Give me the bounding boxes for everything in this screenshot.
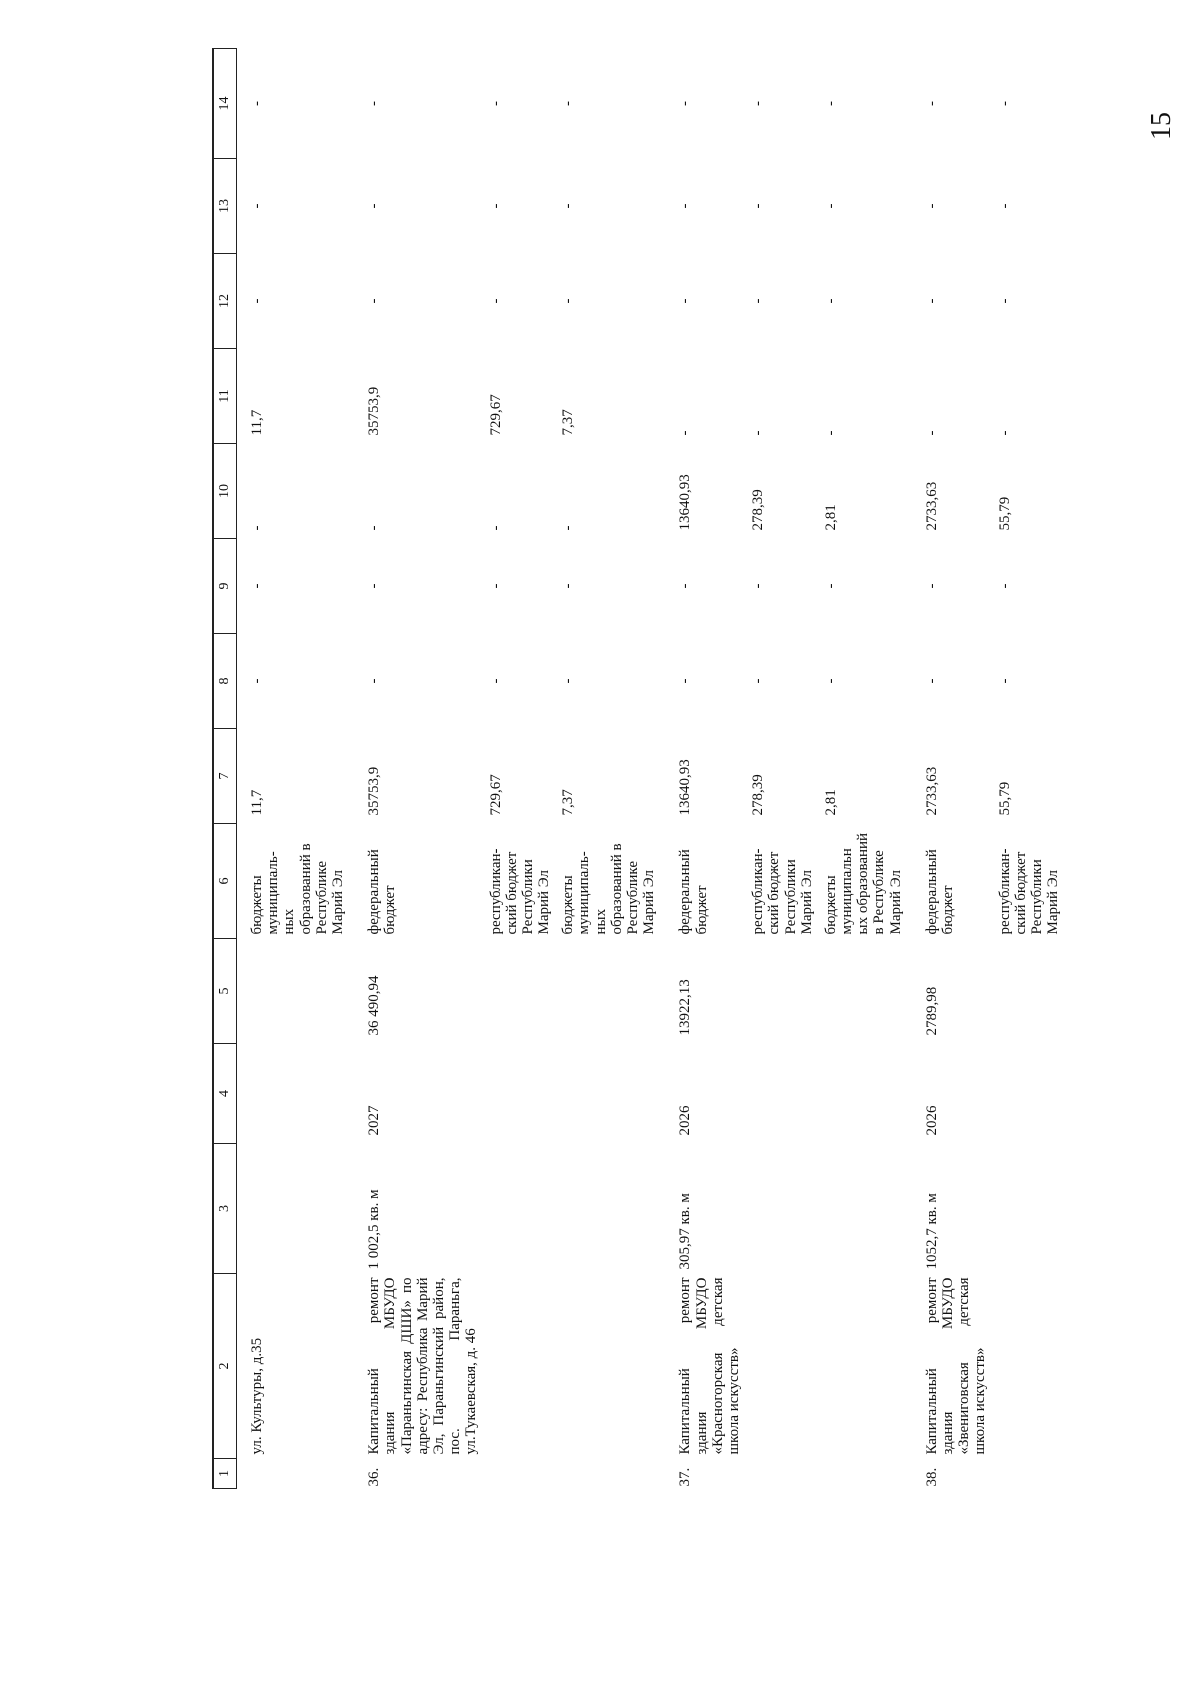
cell-c11: 11,7 — [249, 409, 266, 436]
cell-c14: - — [677, 101, 694, 106]
header-cell: 13 — [213, 159, 237, 254]
rotated-table-sheet — [212, 96, 1062, 1489]
cell-c13: - — [750, 203, 767, 209]
cell-c9: - — [996, 583, 1013, 589]
cell-c12: - — [750, 298, 767, 304]
cell-c11: - — [677, 430, 694, 436]
header-cell: 8 — [213, 634, 237, 729]
table-row — [661, 49, 746, 1489]
cell-source: республикан-ский бюджет Республики Марий Эл — [750, 848, 815, 935]
cell-area — [819, 1144, 908, 1274]
cell-c14: - — [249, 101, 266, 106]
cell-source: бюджеты муниципальн ых образований в Республике Марий Эл — [822, 832, 904, 935]
cell-c10: 2,81 — [822, 504, 839, 531]
cell-name: ул. Культуры, д.35 — [249, 1337, 266, 1455]
table-row — [819, 49, 908, 1489]
cell-c8: - — [249, 678, 266, 684]
cell-c9: - — [249, 583, 266, 589]
cell-c12: - — [923, 298, 940, 304]
cell-c9: - — [366, 583, 383, 589]
cell-num: 38. — [923, 1467, 940, 1487]
cell-c10: - — [487, 525, 504, 531]
cell-c13: - — [560, 203, 577, 209]
cell-c14: - — [923, 101, 940, 106]
cell-area — [993, 1144, 1066, 1274]
cell-c12: - — [249, 298, 266, 304]
cell-area — [556, 1144, 661, 1274]
header-cell: 11 — [213, 349, 237, 444]
cell-total: 2789,98 — [923, 986, 940, 1036]
cell-source: бюджеты муниципаль-ных образований в Республике Марий Эл — [249, 843, 347, 935]
cell-num — [237, 1459, 351, 1489]
cell-num — [993, 1459, 1066, 1489]
cell-num: 37. — [677, 1467, 694, 1487]
cell-c11: - — [822, 430, 839, 436]
cell-c8: - — [677, 678, 694, 684]
cell-c10: - — [366, 525, 383, 531]
cell-source: бюджеты муниципаль-ных образований в Республике Марий Эл — [560, 843, 658, 935]
cell-year: 2026 — [677, 1105, 694, 1136]
header-cell: 9 — [213, 539, 237, 634]
cell-c9: - — [560, 583, 577, 589]
cell-total: 13922,13 — [677, 979, 694, 1036]
header-cell: 14 — [213, 49, 237, 159]
cell-c12: - — [560, 298, 577, 304]
header-cell: 6 — [213, 824, 237, 939]
cell-source: республикан-ский бюджет Республики Марий Эл — [996, 848, 1062, 935]
cell-name — [484, 1274, 557, 1459]
table-row — [556, 49, 661, 1489]
cell-area — [746, 1144, 819, 1274]
cell-c12: - — [487, 298, 504, 304]
cell-source: республикан-ский бюджет Республики Марий Эл — [487, 848, 553, 935]
cell-c8: - — [822, 678, 839, 684]
cell-year — [819, 1044, 908, 1144]
cell-total — [556, 939, 661, 1044]
cell-c9: - — [822, 583, 839, 589]
cell-c8: - — [560, 678, 577, 684]
cell-area: 1 002,5 кв. м — [366, 1189, 383, 1270]
cell-year: 2026 — [923, 1105, 940, 1136]
cell-total — [993, 939, 1066, 1044]
cell-area: 305,97 кв. м — [677, 1193, 694, 1270]
table-row — [908, 49, 993, 1489]
page-number: 15 — [1146, 112, 1177, 140]
cell-num: 36. — [366, 1467, 383, 1487]
cell-c10: - — [249, 525, 266, 531]
cell-c7: 278,39 — [750, 774, 767, 816]
cell-c14: - — [750, 101, 767, 106]
cell-area — [237, 1144, 351, 1274]
cell-name — [556, 1274, 661, 1459]
cell-c14: - — [366, 101, 383, 106]
cell-name — [746, 1274, 819, 1459]
header-cell: 7 — [213, 729, 237, 824]
cell-c7: 7,37 — [560, 789, 577, 816]
cell-total — [746, 939, 819, 1044]
cell-year — [237, 1044, 351, 1144]
cell-c13: - — [822, 203, 839, 209]
cell-year — [556, 1044, 661, 1144]
cell-c10: 278,39 — [750, 489, 767, 531]
cell-c13: - — [996, 203, 1013, 209]
header-cell: 3 — [213, 1144, 237, 1274]
table-row — [993, 49, 1066, 1489]
cell-c10: 55,79 — [996, 496, 1013, 531]
cell-name: Капитальный ремонт здания МБУДО «Параньгинская ДШИ» по адресу: Республика Марий Эл, Параньгинский район, пос. Параньга, ул.Тукаевская, д. 46 — [366, 1277, 480, 1455]
table-row — [484, 49, 557, 1489]
cell-num — [746, 1459, 819, 1489]
cell-c10: 2733,63 — [923, 481, 940, 531]
cell-c12: - — [996, 298, 1013, 304]
cell-c8: - — [750, 678, 767, 684]
cell-c11: 729,67 — [487, 394, 504, 436]
cell-c9: - — [487, 583, 504, 589]
cell-year — [993, 1044, 1066, 1144]
cell-c7: 13640,93 — [677, 759, 694, 816]
cell-c11: - — [996, 430, 1013, 436]
table-body — [237, 49, 1066, 1489]
cell-c14: - — [487, 101, 504, 106]
cell-area — [484, 1144, 557, 1274]
header-cell: 1 — [213, 1459, 237, 1489]
cell-year: 2027 — [366, 1105, 383, 1136]
cell-source: федеральный бюджет — [366, 849, 399, 935]
cell-name: Капитальный ремонт здания МБУДО «Звениговская детская школа искусств» — [923, 1277, 989, 1455]
cell-c9: - — [677, 583, 694, 589]
cell-c13: - — [487, 203, 504, 209]
cell-c8: - — [487, 678, 504, 684]
cell-c9: - — [750, 583, 767, 589]
cell-c11: - — [923, 430, 940, 436]
table-row — [746, 49, 819, 1489]
header-cell: 10 — [213, 444, 237, 539]
cell-num — [484, 1459, 557, 1489]
cell-c13: - — [677, 203, 694, 209]
cell-name — [819, 1274, 908, 1459]
cell-total: 36 490,94 — [366, 975, 383, 1036]
cell-num — [819, 1459, 908, 1489]
cell-c11: 35753,9 — [366, 386, 383, 436]
header-cell: 12 — [213, 254, 237, 349]
cell-year — [746, 1044, 819, 1144]
cell-c7: 55,79 — [996, 781, 1013, 816]
column-number-header — [213, 49, 237, 1489]
cell-c12: - — [366, 298, 383, 304]
cell-num — [556, 1459, 661, 1489]
cell-source: федеральный бюджет — [923, 849, 957, 935]
cell-c13: - — [366, 203, 383, 209]
cell-total — [484, 939, 557, 1044]
cell-total — [819, 939, 908, 1044]
header-cell: 4 — [213, 1044, 237, 1144]
cell-c13: - — [249, 203, 266, 209]
cell-c10: 13640,93 — [677, 474, 694, 531]
cell-c7: 35753,9 — [366, 766, 383, 816]
table-row — [237, 49, 351, 1489]
cell-name: Капитальный ремонт здания МБУДО «Красногорская детская школа искусств» — [677, 1277, 742, 1455]
header-cell: 2 — [213, 1274, 237, 1459]
cell-c7: 2,81 — [822, 789, 839, 816]
cell-area: 1052,7 кв. м — [923, 1193, 940, 1270]
cell-c12: - — [677, 298, 694, 304]
header-cell: 5 — [213, 939, 237, 1044]
cell-c12: - — [822, 298, 839, 304]
cell-c7: 2733,63 — [923, 766, 940, 816]
cell-c7: 11,7 — [249, 789, 266, 816]
program-table — [212, 48, 1065, 1489]
cell-c8: - — [996, 678, 1013, 684]
cell-c14: - — [996, 101, 1013, 106]
cell-c11: - — [750, 430, 767, 436]
table-row — [350, 49, 483, 1489]
cell-c8: - — [923, 678, 940, 684]
cell-c14: - — [822, 101, 839, 106]
cell-c13: - — [923, 203, 940, 209]
cell-c7: 729,67 — [487, 774, 504, 816]
cell-c11: 7,37 — [560, 409, 577, 436]
cell-c10: - — [560, 525, 577, 531]
cell-source: федеральный бюджет — [677, 849, 710, 935]
cell-c8: - — [366, 678, 383, 684]
cell-name — [993, 1274, 1066, 1459]
cell-c14: - — [560, 101, 577, 106]
cell-year — [484, 1044, 557, 1144]
cell-total — [237, 939, 351, 1044]
cell-c9: - — [923, 583, 940, 589]
